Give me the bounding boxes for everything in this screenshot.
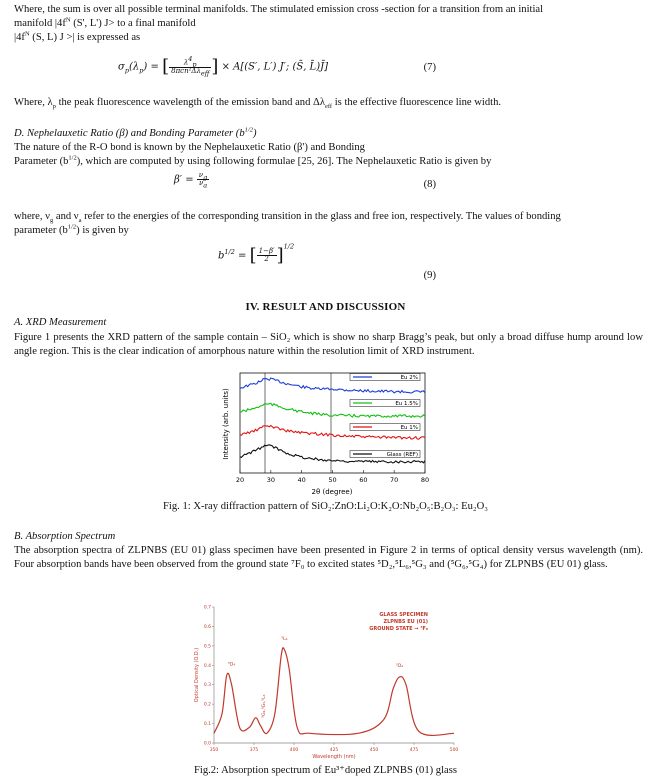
eq9-num: 1−β′ <box>258 247 275 256</box>
eq8-num-sub: g <box>203 173 208 182</box>
sup-half-2: 1/2 <box>67 223 77 231</box>
eq9-den: 2 <box>264 255 269 264</box>
xrd-legend-label-1: Eu 2% <box>400 375 418 381</box>
abs-x-tick-label-500: 500 <box>449 748 459 753</box>
subsection-heading-a: A. XRD Measurement <box>14 317 107 328</box>
abs-y-tick-label-0.1: 0.1 <box>203 722 211 728</box>
text-nu-mid: and ν <box>53 211 79 222</box>
eq7-num: λ <box>183 58 189 67</box>
heading-d-sup: 1/2 <box>244 126 253 134</box>
xrd-x-tick-label-70: 70 <box>390 476 399 484</box>
abs-legend-line-1: GLASS SPECIMEN <box>379 612 428 618</box>
eq8-lhs: β′ = <box>174 174 194 186</box>
eq9-bracket-close: ] <box>276 245 284 266</box>
eq7-arg: (λ <box>129 61 140 73</box>
text-neph-1: The nature of the R-O bond is known by the Nephelauxetic Ratio (β') and Bonding <box>14 142 365 153</box>
eq8-num: ν <box>198 171 204 179</box>
eq8-den: ν <box>198 179 204 188</box>
xrd-chart <box>222 370 432 496</box>
sub-p: p <box>52 103 56 111</box>
eq7-lhs-sub: p <box>124 66 129 75</box>
abs-y-ticks <box>204 605 214 747</box>
paragraph-where-lambda <box>14 96 643 110</box>
abs-x-tick-label-400: 400 <box>289 748 299 753</box>
eq7-fraction <box>169 54 211 77</box>
eq7-bracket-close: ] <box>211 56 219 77</box>
eq9-lhs: b <box>218 250 225 262</box>
abs-x-tick-label-475: 475 <box>409 748 419 753</box>
abs-y-tick-label-0.7: 0.7 <box>203 605 211 611</box>
eq9-bracket-open: [ <box>249 245 257 266</box>
eq7-den-sub: eff <box>200 68 210 77</box>
xrd-plot-frame <box>240 373 425 473</box>
sup-n1: N <box>65 16 71 24</box>
abs-y-tick-label-0.6: 0.6 <box>203 624 211 630</box>
abs-y-tick-label-0.5: 0.5 <box>203 644 211 650</box>
eq9-fraction <box>257 248 277 264</box>
xrd-x-tick-label-20: 20 <box>235 476 245 484</box>
eq7-lhs: σ <box>118 61 125 73</box>
section-heading: IV. RESULT AND DISCUSSION <box>245 301 406 313</box>
paragraph-absorption: The absorption spectra of ZLPNBS (EU 01) glass specimen have been presented in Figure 2 in terms of optical density versus wavelength (nm). Four absorption bands have been observed from the ground state ⁷F₀ to excited states ⁵D₂,⁵L₆,⁵G₃ and (⁵G₆,⁵G₄) for ZLPNBS (EU 01) glass. <box>14 545 643 570</box>
abs-x-tick-label-350: 350 <box>209 748 219 753</box>
xrd-x-tick-label-60: 60 <box>359 476 368 484</box>
sub-eff: eff <box>324 103 333 111</box>
subsection-heading-d <box>14 127 643 141</box>
equation-9-number: (9) <box>423 270 436 281</box>
eq8-den-sub: a <box>203 181 208 190</box>
eq7-den: 8πcn²Δλ <box>171 66 201 75</box>
text-nu-2: parameter (b <box>14 224 68 236</box>
heading-d-end: ) <box>252 128 257 139</box>
eq7-num-sup: 4 <box>188 54 193 63</box>
text-sum-c-rest: (S, L) J >| is expressed as <box>29 31 141 43</box>
eq7-arg-sub: p <box>139 66 144 75</box>
abs-peak-label-3: ⁵L₆ <box>281 637 288 643</box>
text-where: Where, λ <box>14 97 53 108</box>
text-sum-a: Where, the sum is over all possible terminal manifolds. The stimulated emission cross -section for a transition from an initial <box>14 4 544 15</box>
abs-x-tick-label-425: 425 <box>329 748 339 753</box>
paragraph-xrd: Figure 1 presents the XRD pattern of the sample contain – SiO₂ which is show no sharp Bragg’s peak, but only a broad diffuse hump around low angle region. This is the clear indication of amorphous nature within the resolution limit of XRD instrument. <box>14 332 643 357</box>
xrd-x-axis-label: 2θ (degree) <box>311 488 353 496</box>
xrd-x-tick-label-30: 30 <box>266 476 275 484</box>
equation-7 <box>118 55 328 79</box>
xrd-legend-label-3: Eu 1% <box>400 425 418 431</box>
eq7-rhs: × A[(S′, L′) J′; (S̄, L̄)J̄] <box>221 61 329 73</box>
subsection-heading-b: B. Absorption Spectrum <box>14 531 116 542</box>
text-neph-2: Parameter (b <box>14 155 69 167</box>
text-sum-b-rest: (S', L') J> to a final manifold <box>70 17 196 29</box>
abs-y-axis-label: Optical Density (O.D.) <box>194 647 200 703</box>
abs-x-axis-label: Wavelength (nm) <box>312 754 356 760</box>
eq9-lhs-sup: 1/2 <box>224 248 235 257</box>
sup-half: 1/2 <box>68 154 77 162</box>
sup-n2: N <box>24 30 30 38</box>
absorption-chart <box>192 603 462 761</box>
equation-7-number: (7) <box>423 62 436 73</box>
sub-g: g <box>49 217 54 225</box>
abs-y-tick-label-0.2: 0.2 <box>203 702 211 708</box>
xrd-x-tick-label-80: 80 <box>420 476 430 484</box>
figure-2-caption: Fig.2: Absorption spectrum of Eu³⁺doped ZLPNBS (01) glass <box>193 765 457 776</box>
eq7-arg-end: ) = <box>143 61 159 73</box>
text-sum-b: manifold |4f <box>14 17 66 29</box>
equation-8-number: (8) <box>423 179 436 190</box>
eq7-bracket-open: [ <box>162 56 170 77</box>
eq8-fraction <box>197 172 209 188</box>
abs-y-tick-label-0.0: 0.0 <box>203 741 211 747</box>
xrd-legend-label-4: Glass (REF) <box>386 452 418 458</box>
paragraph-nu <box>14 210 643 238</box>
text-nu-2-rest: ) is given by <box>76 224 129 236</box>
abs-x-tick-label-375: 375 <box>249 748 259 753</box>
eq7-num-sub: p <box>192 60 197 69</box>
abs-legend-line-2: ZLPNBS EU (01) <box>383 619 428 625</box>
abs-peak-label-2: ⁵G₂,⁵G₃,⁵L₆ <box>262 694 268 718</box>
abs-x-ticks <box>210 743 459 753</box>
abs-peak-label-4: ⁵D₂ <box>396 664 404 670</box>
abs-x-tick-label-450: 450 <box>369 748 379 753</box>
abs-peak-label-1: ⁵D₄ <box>228 662 236 668</box>
xrd-y-axis-label: Intensity (arb. units) <box>222 388 230 460</box>
paragraph-nephelauxetic <box>14 141 643 169</box>
xrd-legend-label-2: Eu 1.5% <box>395 401 418 407</box>
abs-legend-line-3: GROUND STATE → ⁷F₀ <box>369 626 428 632</box>
text-sum-c: |4f <box>14 31 25 43</box>
figure-1-caption: Fig. 1: X-ray diffraction pattern of SiO₂:ZnO:Li₂O:K₂O:Nb₂O₅:B₂O₃: Eu₂O₃ <box>163 501 488 512</box>
text-where-rest: the peak fluorescence wavelength of the emission band and Δλ <box>55 97 325 108</box>
abs-series-line <box>214 648 454 736</box>
abs-y-tick-label-0.3: 0.3 <box>203 683 211 689</box>
abs-y-tick-label-0.4: 0.4 <box>203 663 211 669</box>
heading-d-text: D. Nephelauxetic Ratio (β) and Bonding Parameter (b <box>14 128 245 139</box>
text-nu-rest: refer to the energies of the corresponding transition in the glass and free ion, respectively. The values of bonding <box>81 211 561 222</box>
xrd-x-tick-label-40: 40 <box>297 476 306 484</box>
text-nu: where, ν <box>14 211 50 222</box>
abs-peak-labels <box>228 636 403 718</box>
eq9-outer-sup: 1/2 <box>283 242 295 251</box>
text-where-end: is the effective fluorescence line width. <box>332 97 502 108</box>
sub-a: a <box>78 217 82 225</box>
text-neph-2-rest: ), which are computed by using following formulae [25, 26]. The Nephelauxetic Ratio is given by <box>76 155 492 167</box>
eq9-equals: = <box>234 250 247 262</box>
xrd-x-tick-label-50: 50 <box>328 476 337 484</box>
equation-8 <box>174 172 209 188</box>
paragraph-sum <box>14 3 643 45</box>
equation-9 <box>218 244 294 268</box>
